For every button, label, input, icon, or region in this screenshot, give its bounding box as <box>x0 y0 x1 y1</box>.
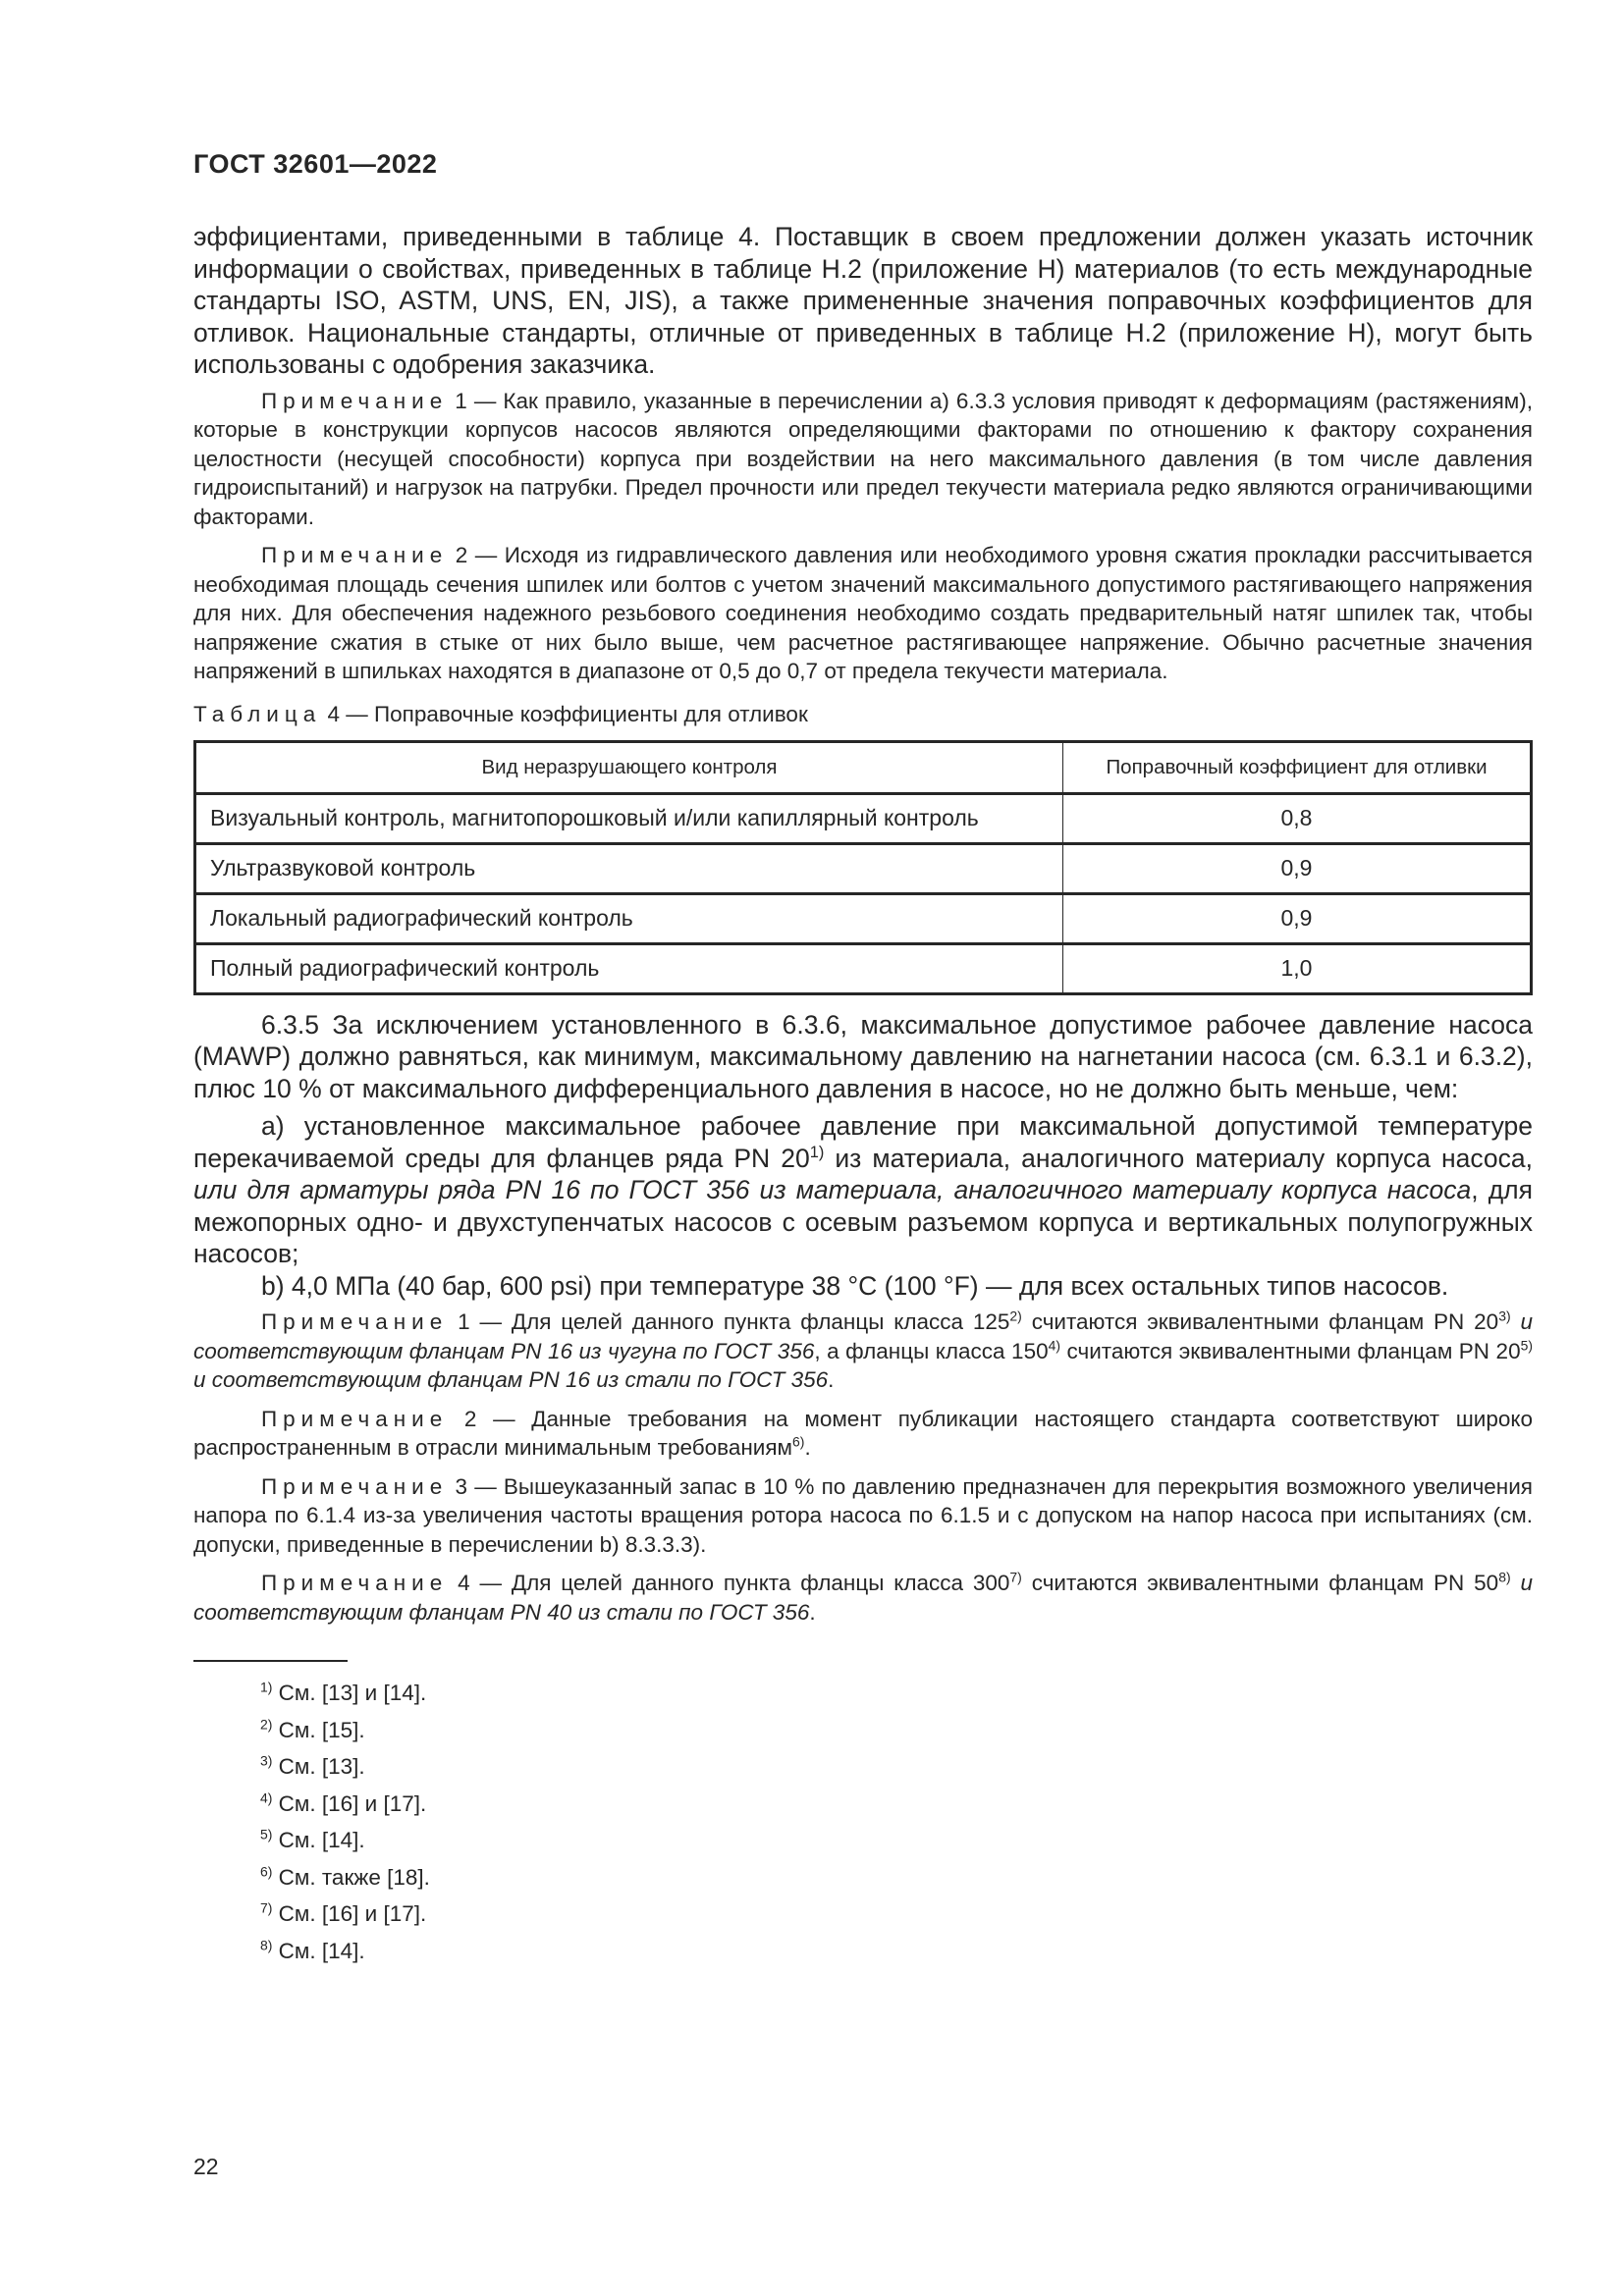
footnote-item <box>193 1675 1533 1712</box>
note-label: Примечание <box>261 1571 449 1595</box>
footnote-ref: 3) <box>1498 1308 1511 1324</box>
note-text: , а фланцы класса 150 <box>814 1338 1049 1363</box>
clause-6-3-5: 6.3.5 За исключением установленного в 6.3.6, максимальное допустимое рабочее давление насоса (MAWP) должно равняться, как минимум, максимальному давлению на нагнетании насоса (см. 6.3.1 и 6.3.2), плюс 10 % от максимального дифференциального давления в насосе, но не должно быть меньше, чем: <box>193 1009 1533 1103</box>
note-label: Примечание <box>261 1309 449 1334</box>
clause-item-a <box>193 1110 1533 1270</box>
correction-factors-table <box>193 740 1533 995</box>
note-label: Примечание <box>261 388 449 413</box>
footnote-ref: 2) <box>1009 1308 1022 1324</box>
footnote-ref: 6) <box>792 1433 805 1450</box>
note-italic-text: и соответствующим фланцам PN 16 из чугуна по ГОСТ 356 <box>193 1309 1533 1363</box>
item-text: , для межопорных одно- и двухступенчатых насосов с осевым разъемом корпуса и вертикальных полупогружных насосов; <box>193 1175 1533 1268</box>
clause-note-1 <box>193 1308 1533 1395</box>
note-text: 1 — Как правило, указанные в перечислении а) 6.3.3 условия приводят к деформациям (растяжениям), которые в конструкции корпусов насосов являются определяющими факторами по отношению к фактору сохранения целостности (несущей способности) корпуса при воздействии на него максимального давления (в том числе давления гидроиспытаний) и нагрузок на патрубки. Предел прочности или предел текучести материала редко являются ограничивающими факторами. <box>193 388 1533 529</box>
footnote-mark: 4) <box>260 1789 273 1805</box>
footnote-item <box>193 1859 1533 1896</box>
clause-item-b: b) 4,0 МПа (40 бар, 600 psi) при температуре 38 °С (100 °F) — для всех остальных типов насосов. <box>261 1270 1449 1301</box>
footnote-ref: 1) <box>809 1143 825 1161</box>
table-cell: Полный радиографический контроль <box>195 943 1063 993</box>
note-text: 2 — Данные требования на момент публикации настоящего стандарта соответствуют широко распространенным в отрасли минимальным требованиям <box>193 1406 1533 1460</box>
footnote-mark: 1) <box>260 1679 273 1695</box>
footnote-ref: 4) <box>1048 1336 1061 1353</box>
note-text: . <box>804 1435 811 1460</box>
intro-paragraph: эффициентами, приведенными в таблице 4. Поставщик в своем предложении должен указать источник информации о свойствах, приведенных в таблице Н.2 (приложение Н) материалов (то есть международные стандарты ISO, ASTM, UNS, EN, JIS), а также примененные значения поправочных коэффициентов для отливок. Национальные стандарты, отличные от приведенных в таблице Н.2 (приложение Н), могут быть использованы с одобрения заказчика. <box>193 222 1533 379</box>
intro-note-1 <box>193 387 1533 532</box>
footnote-text: См. [15]. <box>272 1717 365 1742</box>
note-label: Примечание <box>261 1406 449 1431</box>
table-row <box>195 843 1532 893</box>
note-text: 3 — Вышеуказанный запас в 10 % по давлению предназначен для перекрытия возможного увеличения напора по 6.1.4 из-за увеличения частоты вращения ротора насоса по 6.1.5 и с допуском на напор насоса при испытаниях (см. допуски, приведенные в перечислении b) 8.3.3.3). <box>193 1473 1533 1557</box>
clause-note-3 <box>193 1472 1533 1560</box>
clause-note-2 <box>193 1405 1533 1463</box>
table-caption: 4 — Поправочные коэффициенты для отливок <box>321 701 808 726</box>
note-text: считаются эквивалентными фланцам PN 20 <box>1021 1309 1499 1334</box>
note-text: . <box>809 1599 816 1625</box>
table-cell: Локальный радиографический контроль <box>195 893 1063 943</box>
footnote-ref: 8) <box>1498 1569 1511 1585</box>
document-header: ГОСТ 32601—2022 <box>193 149 438 179</box>
table-row <box>195 943 1532 993</box>
table-4-title <box>193 700 1533 729</box>
item-text: а) установленное максимальное рабочее давление при максимальной допустимой температуре перекачиваемой среды для фланцев ряда PN 20 <box>193 1111 1533 1173</box>
footnote-mark: 7) <box>260 1899 273 1916</box>
clause-note-4 <box>193 1569 1533 1627</box>
note-text: . <box>828 1367 835 1392</box>
table-cell: 0,9 <box>1063 843 1532 893</box>
footnote-item <box>193 1822 1533 1859</box>
footnote-mark: 2) <box>260 1715 273 1732</box>
column-header: Поправочный коэффициент для отливки <box>1063 741 1532 793</box>
column-header: Вид неразрушающего контроля <box>195 741 1063 793</box>
footnote-item <box>193 1896 1533 1933</box>
footnote-text: См. [16] и [17]. <box>272 1790 427 1816</box>
table-cell: 0,8 <box>1063 793 1532 843</box>
note-italic-text: и соответствующим фланцам PN 16 из стали по ГОСТ 356 <box>193 1367 829 1392</box>
footnote-text: См. [14]. <box>272 1828 365 1852</box>
footnote-text: См. [14]. <box>272 1938 365 1963</box>
footnote-item <box>193 1712 1533 1749</box>
table-cell: Ультразвуковой контроль <box>195 843 1063 893</box>
table-row <box>195 793 1532 843</box>
table-cell: 1,0 <box>1063 943 1532 993</box>
note-text: считаются эквивалентными фланцам PN 50 <box>1021 1571 1499 1595</box>
item-text: из материала, аналогичного материалу корпуса насоса, <box>824 1143 1533 1173</box>
note-text: 2 — Исходя из гидравлического давления или необходимого уровня сжатия прокладки рассчитывается необходимая площадь сечения шпилек или болтов с учетом значений максимального допустимого растягивающего напряжения для них. Для обеспечения надежного резьбового соединения необходимо создать предварительный натяг шпилек так, чтобы напряжение сжатия в стыке от них было выше, чем расчетное растягивающее напряжение. Обычно расчетные значения напряжений в шпильках находятся в диапазоне от 0,5 до 0,7 от предела текучести материала. <box>193 543 1533 683</box>
note-text: 1 — Для целей данного пункта фланцы класса 125 <box>448 1309 1010 1334</box>
intro-note-2 <box>193 541 1533 686</box>
note-italic-text: и соответствующим фланцам PN 40 из стали по ГОСТ 356 <box>193 1571 1533 1625</box>
table-label: Таблица <box>193 701 322 726</box>
footnote-ref: 7) <box>1009 1569 1022 1585</box>
page-number: 22 <box>193 2154 219 2179</box>
footnote-separator <box>193 1660 348 1662</box>
note-label: Примечание <box>261 543 449 567</box>
footnote-item <box>193 1933 1533 1970</box>
table-header-row <box>195 741 1532 793</box>
footnote-text: См. [13] и [14]. <box>272 1681 427 1705</box>
note-label: Примечание <box>261 1473 449 1499</box>
table-cell: 0,9 <box>1063 893 1532 943</box>
footnote-text: См. также [18]. <box>272 1864 430 1890</box>
footnote-mark: 5) <box>260 1826 273 1842</box>
footnote-ref: 5) <box>1520 1336 1533 1353</box>
footnote-mark: 8) <box>260 1936 273 1952</box>
table-row <box>195 893 1532 943</box>
footnote-text: См. [13]. <box>272 1754 365 1779</box>
note-text: считаются эквивалентными фланцам PN 20 <box>1060 1338 1521 1363</box>
page-body <box>193 221 1533 1969</box>
item-italic-text: или для арматуры ряда PN 16 по ГОСТ 356 из материала, аналогичного материалу корпуса насоса <box>193 1175 1472 1204</box>
footnote-text: См. [16] и [17]. <box>272 1901 427 1926</box>
note-text: 4 — Для целей данного пункта фланцы класса 300 <box>448 1571 1010 1595</box>
footnotes-list <box>193 1675 1533 1969</box>
footnote-mark: 3) <box>260 1752 273 1769</box>
footnote-item <box>193 1748 1533 1786</box>
footnote-mark: 6) <box>260 1862 273 1879</box>
footnote-item <box>193 1786 1533 1823</box>
table-cell: Визуальный контроль, магнитопорошковый и/или капиллярный контроль <box>195 793 1063 843</box>
